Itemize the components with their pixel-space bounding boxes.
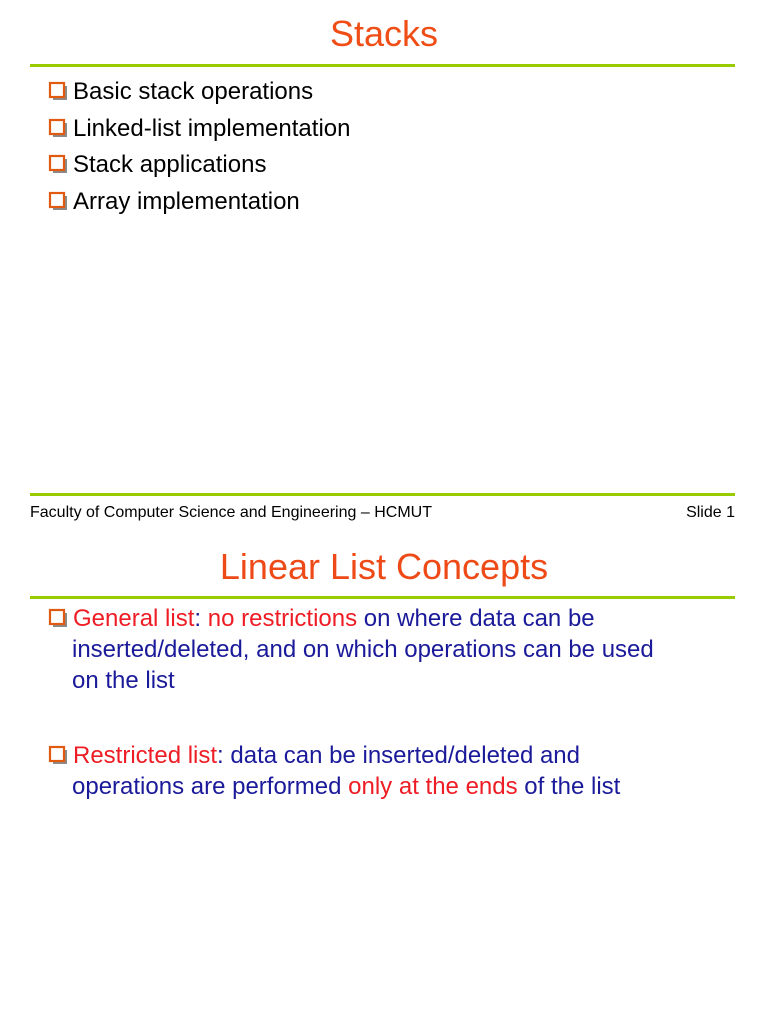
general-list-colon: :: [194, 605, 202, 632]
list-item: [48, 111, 350, 148]
square-bullet-icon: [48, 118, 69, 139]
title-underline: [30, 64, 735, 67]
general-list-text-1: on where data can be: [363, 605, 595, 632]
restricted-list-paragraph: [48, 740, 728, 802]
list-item: [48, 184, 350, 221]
footer-institution: [30, 503, 432, 523]
restricted-list-text-1: data can be inserted/deleted and: [230, 742, 580, 769]
restricted-list-emphasis: only at the ends: [348, 773, 518, 800]
general-list-text-2: inserted/deleted, and on which operations can be used: [72, 636, 654, 663]
square-bullet-icon: [48, 608, 69, 629]
square-bullet-icon: [48, 81, 69, 102]
title-underline: [30, 596, 735, 599]
general-list-text-3: on the list: [72, 667, 175, 694]
restricted-list-text-2a: operations are performed: [72, 773, 342, 800]
restricted-list-colon: :: [217, 742, 224, 769]
list-item: [48, 74, 350, 111]
footer-rule: [30, 493, 735, 496]
footer-school: HCMUT: [374, 504, 432, 521]
slide-title-linear-list: Linear List Concepts: [219, 546, 549, 587]
bullet-list: [48, 74, 350, 220]
list-item-text: Stack applications: [73, 151, 267, 178]
general-list-term: General list: [73, 605, 195, 632]
list-item-text: Array implementation: [73, 187, 300, 215]
footer-dash: –: [360, 504, 370, 521]
square-bullet-icon: [48, 745, 69, 766]
restricted-list-text-2b: of the list: [524, 773, 621, 800]
slide-title-stacks: Stacks: [329, 13, 439, 54]
square-bullet-icon: [48, 154, 69, 175]
general-list-paragraph: [48, 603, 728, 696]
square-bullet-icon: [48, 191, 69, 212]
general-list-emphasis: no restrictions: [207, 605, 358, 632]
restricted-list-term: Restricted list: [73, 742, 218, 769]
list-item-text: Basic stack operations: [73, 78, 314, 105]
list-item-text: Linked-list implementation: [73, 114, 351, 142]
footer-faculty: Faculty of Computer Science and Engineering: [30, 504, 357, 521]
slide-number: Slide 1: [686, 504, 735, 521]
list-item: [48, 147, 350, 184]
